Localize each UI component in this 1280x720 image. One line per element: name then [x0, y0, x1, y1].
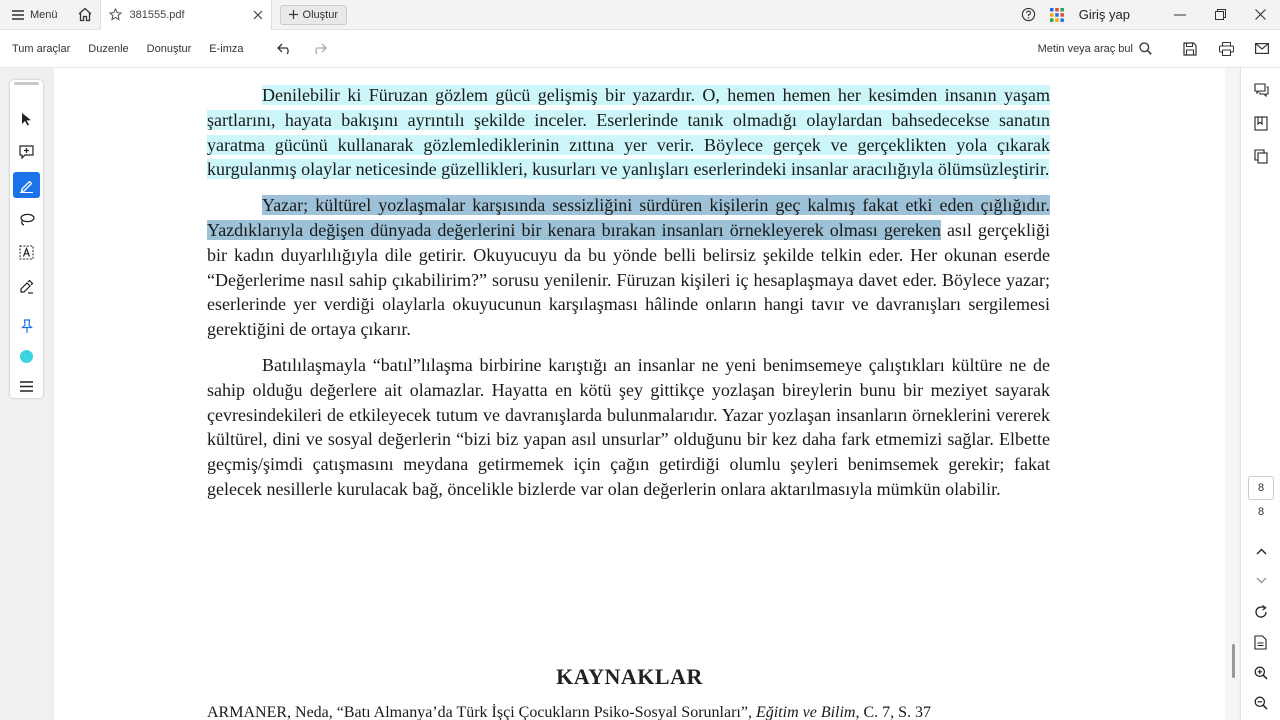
pin-tool[interactable] [13, 313, 40, 339]
cursor-icon [21, 112, 33, 126]
next-page-button[interactable] [1249, 568, 1273, 592]
create-button[interactable] [280, 5, 347, 25]
copy-pages-icon [1254, 149, 1268, 164]
highlighter-pen-icon [19, 178, 34, 193]
pages-panel-button[interactable] [1249, 144, 1273, 168]
zoom-out-icon [1254, 696, 1268, 710]
vertical-scrollbar[interactable] [1225, 68, 1239, 720]
help-icon [1021, 7, 1036, 22]
reference-author-title: ARMANER, Neda, “Batı Almanya’da Türk İşçi Çocukların Psiko-Sosyal Sorunları”, [207, 704, 756, 720]
rail-grip [14, 82, 39, 85]
rotate-button[interactable] [1249, 600, 1273, 624]
restore-icon [1215, 9, 1226, 20]
menu-label: Menü [30, 8, 58, 21]
right-panel-rail [1240, 68, 1280, 720]
title-bar [0, 0, 1280, 30]
scroll-thumb[interactable] [1232, 644, 1235, 678]
pin-icon [21, 319, 33, 334]
zoom-in-button[interactable] [1249, 661, 1273, 685]
zoom-in-icon [1254, 666, 1268, 680]
minimize-button[interactable] [1160, 0, 1200, 30]
draw-freehand-tool[interactable] [13, 206, 40, 232]
home-button[interactable] [70, 0, 100, 30]
all-tools-menu[interactable]: Tum araçlar [12, 42, 71, 55]
work-area [0, 68, 1280, 720]
select-tool[interactable] [13, 106, 40, 132]
menu-lines-icon [20, 381, 33, 392]
highlighted-paragraph-1: Denilebilir ki Füruzan gözlem gücü gelişmiş bir yazardır. O, hemen hemen her kesimden insanın yaşam şartlarını, hayata bakışını ayrıntılı şekilde inceler. Eserlerinde tanık olmadığı olaylardan bahsedecekse sanatın yaratma gücünü kullanarak gözlemlediklerinin zıttına yer verir. Böylece gerçek ve gerçeklikten yola çıkarak kurgulanmış olaylar neticesinde güzellikleri, kusurları ve yanlışları eserlerindeki insanlar aracılığıyla ölümsüzleştirir. [207, 85, 1050, 180]
fill-sign-pen-icon [19, 279, 34, 294]
bookmarks-panel-button[interactable] [1249, 111, 1273, 135]
page-settings-icon [1254, 635, 1268, 650]
text-box-icon [19, 245, 34, 260]
mail-icon [1255, 43, 1269, 54]
page-display-button[interactable] [1249, 630, 1273, 654]
reference-entry [207, 704, 1050, 720]
help-button[interactable] [1015, 0, 1043, 30]
esign-menu[interactable]: E-imza [209, 42, 244, 55]
references-heading: KAYNAKLAR [556, 664, 703, 689]
main-toolbar [0, 30, 1280, 68]
close-tab-icon[interactable] [253, 10, 263, 20]
highlight-tool[interactable] [13, 172, 40, 198]
find-text-tools[interactable] [1038, 42, 1152, 55]
document-tab[interactable] [100, 0, 272, 30]
home-icon [77, 7, 93, 22]
star-icon[interactable] [109, 8, 122, 21]
restore-button[interactable] [1200, 0, 1240, 30]
create-label: Oluştur [302, 8, 338, 21]
lasso-icon [19, 213, 35, 226]
undo-icon [277, 43, 293, 55]
apps-button[interactable] [1043, 0, 1071, 30]
bookmark-icon [1254, 116, 1268, 131]
reference-volume: , C. 7, S. 37 [855, 704, 932, 720]
hamburger-icon [12, 10, 24, 20]
reference-journal: Eğitim ve Bilim [755, 704, 856, 720]
chevron-up-icon [1256, 548, 1267, 555]
save-button[interactable] [1172, 30, 1208, 68]
pdf-page[interactable] [54, 68, 1225, 720]
rotate-icon [1254, 605, 1268, 619]
color-picker[interactable] [13, 343, 40, 369]
undo-button[interactable] [268, 43, 302, 55]
total-pages: 8 [1257, 506, 1265, 518]
save-icon [1183, 42, 1197, 56]
search-icon [1139, 42, 1152, 55]
selected-text[interactable]: Yazar; kültürel yozlaşmalar karşısında sessizliğini sürdüren kişilerin geç kalmış fakat etki eden çığlığıdır. Yazdıklarıyla değişen dünyada değerlerini bir kenara bırakan insanları örnekleyerek olması gereken [207, 195, 1050, 240]
paragraph-3: Batılılaşmayla “batıl”lılaşma birbirine karıştığı an insanlar ne yeni benimsemeye çalıştıkları kültüre ne de sahip olduğu değerlere ait olamazlar. Hayatta en kötü şey gittikçe yozlaşan bireylerin bunu bir meziyet sayarak çevresindekileri de etkileyecek tutum ve davranışlarda bulunmalarıdır. Yazar yozlaşan insanların örneklerini vererek kültürel, dini ve sosyal değerlerin “bizi biz yapan asıl unsurlar” olduğunu bir kez daha fark etmemizi sağlar. Elbette geçmiş/şimdi çatışmasını meydana getirmemek için çağın getirdiği olumlu şeyleri benimsemek gerekir; fakat gelecek nesillerle kurulacak bağ, öncelikle bizlerde var olan değerlerin onlara aktarılmasıyla mümkün olabilir. [207, 354, 1050, 499]
current-page-input[interactable]: 8 [1248, 476, 1274, 500]
paragraph-2-rest: asıl gerçekliği bir kadın duyarlılığıyla dile getirir. Okuyucuyu da bu yönde belli belirsiz şekilde telkin eder. Her okunan eserde “Değerlerime nasıl sahip çıkabilirim?” sorusu yenilenir. Füruzan kişileri iç hesaplaşmaya davet eder. Böylece yazar; eserlerinde yer verdiği olaylarla okuyucunun karşılaşması hâlinde onların hangi tavır ve davranışları sergilemesi gerektiğini de ortaya çıkarır. [207, 219, 1050, 340]
close-icon [1255, 9, 1266, 20]
sign-tool[interactable] [13, 273, 40, 299]
comments-panel-button[interactable] [1249, 78, 1273, 102]
highlight-color-swatch [20, 350, 33, 363]
text-box-tool[interactable] [13, 239, 40, 265]
plus-icon [289, 10, 298, 19]
paragraph-2 [207, 193, 1050, 342]
more-tools-button[interactable] [13, 373, 40, 399]
signin-button[interactable]: Giriş yap [1078, 7, 1130, 22]
left-tool-rail [10, 80, 43, 398]
document-body [207, 83, 1050, 513]
menu-button[interactable] [0, 0, 70, 30]
zoom-out-button[interactable] [1249, 691, 1273, 715]
chevron-down-icon [1256, 577, 1267, 584]
comments-icon [1254, 83, 1269, 97]
edit-menu[interactable]: Duzenle [88, 42, 129, 55]
redo-button[interactable] [302, 43, 336, 55]
tab-title: 381555.pdf [129, 8, 185, 21]
previous-page-button[interactable] [1249, 539, 1273, 563]
close-window-button[interactable] [1240, 0, 1280, 30]
apps-grid-icon [1050, 8, 1064, 22]
find-text-label: Metin veya araç bul [1037, 42, 1133, 55]
email-button[interactable] [1244, 30, 1280, 68]
convert-menu[interactable]: Donuştur [146, 42, 192, 55]
redo-icon [311, 43, 327, 55]
minimize-icon [1174, 14, 1186, 16]
add-comment-tool[interactable] [13, 139, 40, 165]
print-icon [1219, 42, 1234, 56]
paragraph-1 [207, 83, 1050, 182]
print-button[interactable] [1208, 30, 1244, 68]
comment-plus-icon [19, 145, 34, 159]
